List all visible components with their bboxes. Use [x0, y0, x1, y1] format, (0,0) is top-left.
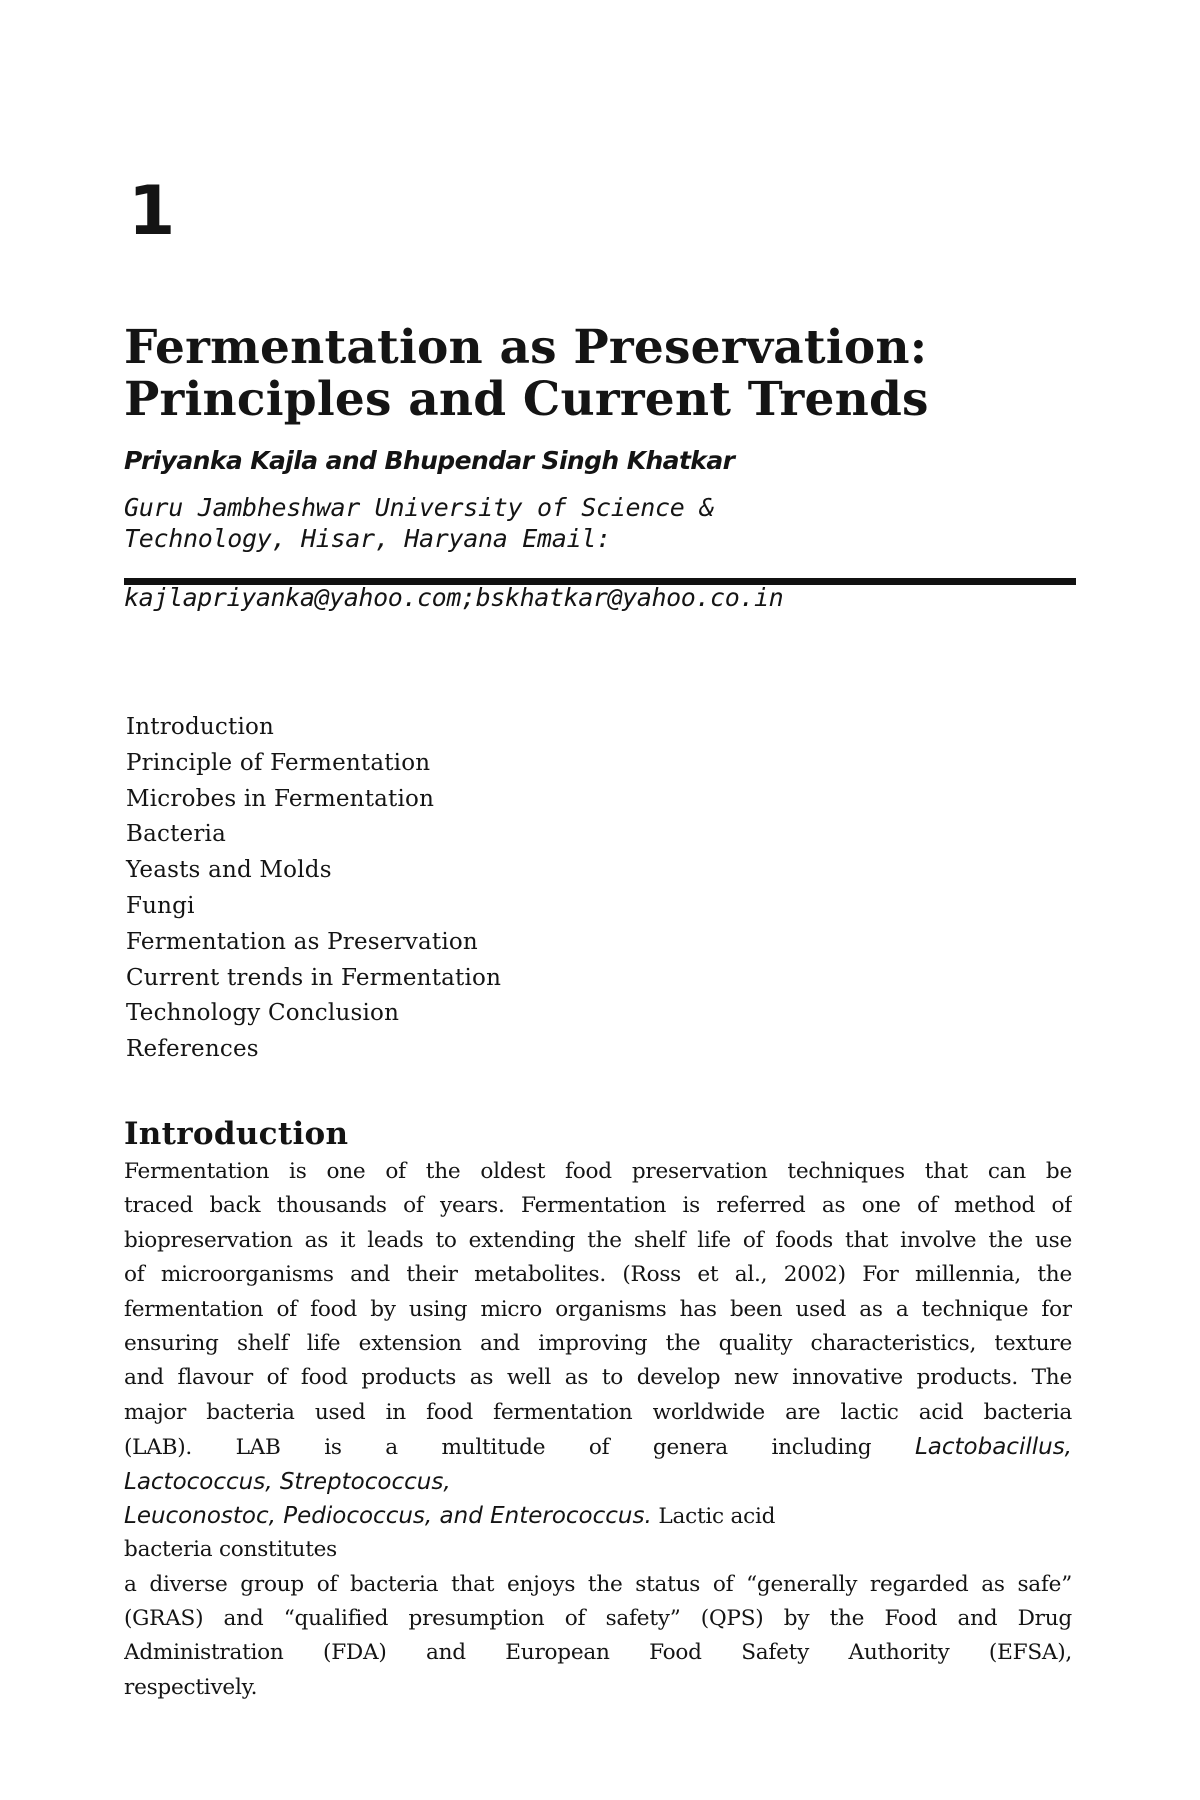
paragraph-line — [124, 1499, 1072, 1533]
paragraph-line: (GRAS) and “qualified presumption of safety” (QPS) by the Food and Drug — [124, 1606, 1072, 1632]
affiliation-line: Technology, Hisar, Haryana Email: — [124, 524, 611, 553]
genus-names: Leuconostoc, Pediococcus, and Enterococcus. — [124, 1502, 652, 1529]
paragraph-line: ensuring shelf life extension and improving the quality characteristics, texture — [124, 1330, 1072, 1356]
paragraph-line — [124, 1430, 1072, 1464]
paragraph-line: of microorganisms and their metabolites. (Ross et al., 2002) For millennia, the — [124, 1262, 1072, 1288]
paragraph-line: traced back thousands of years. Fermentation is referred as one of method of — [124, 1193, 1072, 1219]
chapter-title-line: Principles and Current Trends — [124, 372, 929, 427]
paragraph-line: respectively. — [124, 1674, 258, 1700]
paragraph-line: Fermentation is one of the oldest food preservation techniques that can be — [124, 1159, 1072, 1184]
genus-name: Lactobacillus, — [914, 1434, 1072, 1461]
toc-item: Fungi — [126, 892, 195, 919]
paragraph-line: Administration (FDA) and European Food Safety Authority (EFSA), — [124, 1640, 1072, 1666]
paragraph-line: bacteria constitutes — [124, 1537, 338, 1563]
toc-item: Fermentation as Preservation — [126, 928, 478, 955]
table-of-contents — [126, 710, 501, 1068]
author-email: kajlapriyanka@yahoo.com;bskhatkar@yahoo.co.in — [124, 583, 784, 612]
affiliation — [124, 492, 1084, 554]
toc-item: References — [126, 1036, 259, 1063]
section-heading-introduction: Introduction — [124, 1116, 349, 1152]
toc-item: Introduction — [126, 714, 275, 740]
toc-item: Yeasts and Molds — [126, 857, 332, 884]
genus-names: Lactococcus, Streptococcus, — [124, 1468, 451, 1495]
chapter-title-line: Fermentation as Preservation: — [124, 320, 928, 375]
toc-item: Bacteria — [126, 821, 227, 848]
paragraph-line: major bacteria used in food fermentation worldwide are lactic acid bacteria — [124, 1399, 1072, 1425]
toc-item: Technology Conclusion — [126, 1000, 400, 1027]
paragraph-line: and flavour of food products as well as to develop new innovative products. The — [124, 1365, 1072, 1391]
authors: Priyanka Kajla and Bhupendar Singh Khatkar — [124, 446, 735, 475]
toc-item: Current trends in Fermentation — [126, 964, 502, 991]
toc-item: Principle of Fermentation — [126, 749, 431, 776]
introduction-paragraph — [124, 1155, 1072, 1705]
toc-item: Microbes in Fermentation — [126, 785, 435, 812]
paragraph-line: biopreservation as it leads to extending the shelf life of foods that involve the use — [124, 1227, 1072, 1253]
paragraph-line — [124, 1465, 1072, 1499]
paragraph-line: fermentation of food by using micro organisms has been used as a technique for — [124, 1296, 1072, 1322]
chapter-title — [124, 322, 1084, 426]
affiliation-line: Guru Jambheshwar University of Science & — [124, 493, 715, 522]
lab-text: (LAB). LAB is a multitude of genera including — [124, 1435, 872, 1461]
paragraph-text: Lactic acid — [651, 1503, 776, 1529]
chapter-number: 1 — [128, 172, 176, 251]
paragraph-line: a diverse group of bacteria that enjoys the status of “generally regarded as safe” — [124, 1571, 1072, 1597]
